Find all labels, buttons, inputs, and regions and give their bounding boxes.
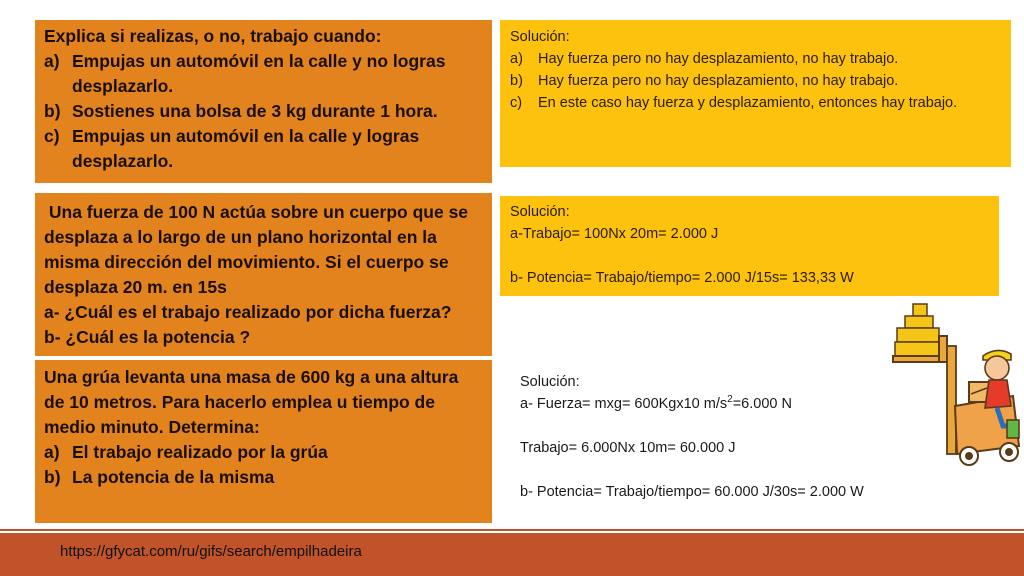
mast-icon <box>947 346 956 454</box>
list-item <box>44 49 492 99</box>
box-stack-icon <box>895 304 943 356</box>
question-2-part-b: b- ¿Cuál es la potencia ? <box>44 327 251 347</box>
list-item <box>44 440 492 465</box>
list-text: Empujas un automóvil en la calle y logras desplazarlo. <box>72 126 420 171</box>
question-2-body: Una fuerza de 100 N actúa sobre un cuerpo que se desplaza a lo largo de un plano horizontal en la misma dirección del movimiento. Si el cuerpo se desplaza 20 m. en 15s <box>44 202 473 297</box>
list-item <box>44 124 492 174</box>
list-marker: b) <box>510 73 523 89</box>
list-text: La potencia de la misma <box>72 467 275 487</box>
solution-1-list <box>510 48 1011 114</box>
list-text: El trabajo realizado por la grúa <box>72 442 328 462</box>
list-text: Empujas un automóvil en la calle y no logras desplazarlo. <box>72 51 446 96</box>
list-marker: a) <box>44 51 60 71</box>
question-3-box <box>35 360 492 523</box>
solution-1-heading: Solución: <box>510 29 570 45</box>
solution-3-work: Trabajo= 6.000Nx 10m= 60.000 J <box>520 440 736 456</box>
question-2-box <box>35 193 492 356</box>
solution-3-heading: Solución: <box>520 374 580 390</box>
solution-2-work: a-Trabajo= 100Nx 20m= 2.000 J <box>510 226 719 242</box>
source-link[interactable]: https://gfycat.com/ru/gifs/search/empilhadeira <box>60 543 362 560</box>
superscript: 2 <box>727 394 733 406</box>
solution-2-power: b- Potencia= Trabajo/tiempo= 2.000 J/15s= 133,33 W <box>510 270 854 286</box>
solution-2-box <box>500 196 999 296</box>
list-text: Hay fuerza pero no hay desplazamiento, no hay trabajo. <box>538 73 899 89</box>
list-item <box>510 48 1011 70</box>
list-marker: c) <box>510 95 523 111</box>
question-1-list <box>44 49 492 174</box>
list-text: Sostienes una bolsa de 3 kg durante 1 hora. <box>72 101 438 121</box>
solution-2-heading: Solución: <box>510 204 570 220</box>
solution-3-power: b- Potencia= Trabajo/tiempo= 60.000 J/30s= 2.000 W <box>520 484 864 500</box>
list-marker: a) <box>510 51 523 67</box>
footer-divider <box>0 529 1024 531</box>
force-result: =6.000 N <box>732 396 792 412</box>
list-text: En este caso hay fuerza y desplazamiento, entonces hay trabajo. <box>538 95 958 111</box>
list-marker: b) <box>44 101 61 121</box>
question-1-heading: Explica si realizas, o no, trabajo cuando: <box>44 26 382 46</box>
forklift-illustration <box>885 296 1024 476</box>
question-1-box <box>35 20 492 183</box>
list-item <box>44 465 492 490</box>
list-item <box>510 92 1011 114</box>
list-text: Hay fuerza pero no hay desplazamiento, no hay trabajo. <box>538 51 899 67</box>
force-text: a- Fuerza= mxg= 600Kgx10 m/s <box>520 396 728 412</box>
list-marker: b) <box>44 467 61 487</box>
list-item <box>44 99 492 124</box>
list-marker: a) <box>44 442 60 462</box>
question-3-list <box>44 440 492 490</box>
question-2-part-a: a- ¿Cuál es el trabajo realizado por dicha fuerza? <box>44 302 452 322</box>
list-item <box>510 70 1011 92</box>
spacer <box>510 245 999 267</box>
list-marker: c) <box>44 126 60 146</box>
question-3-body: Una grúa levanta una masa de 600 kg a una altura de 10 metros. Para hacerlo emplea u tiempo de medio minuto. Determina: <box>44 367 459 437</box>
solution-1-box <box>500 20 1011 167</box>
